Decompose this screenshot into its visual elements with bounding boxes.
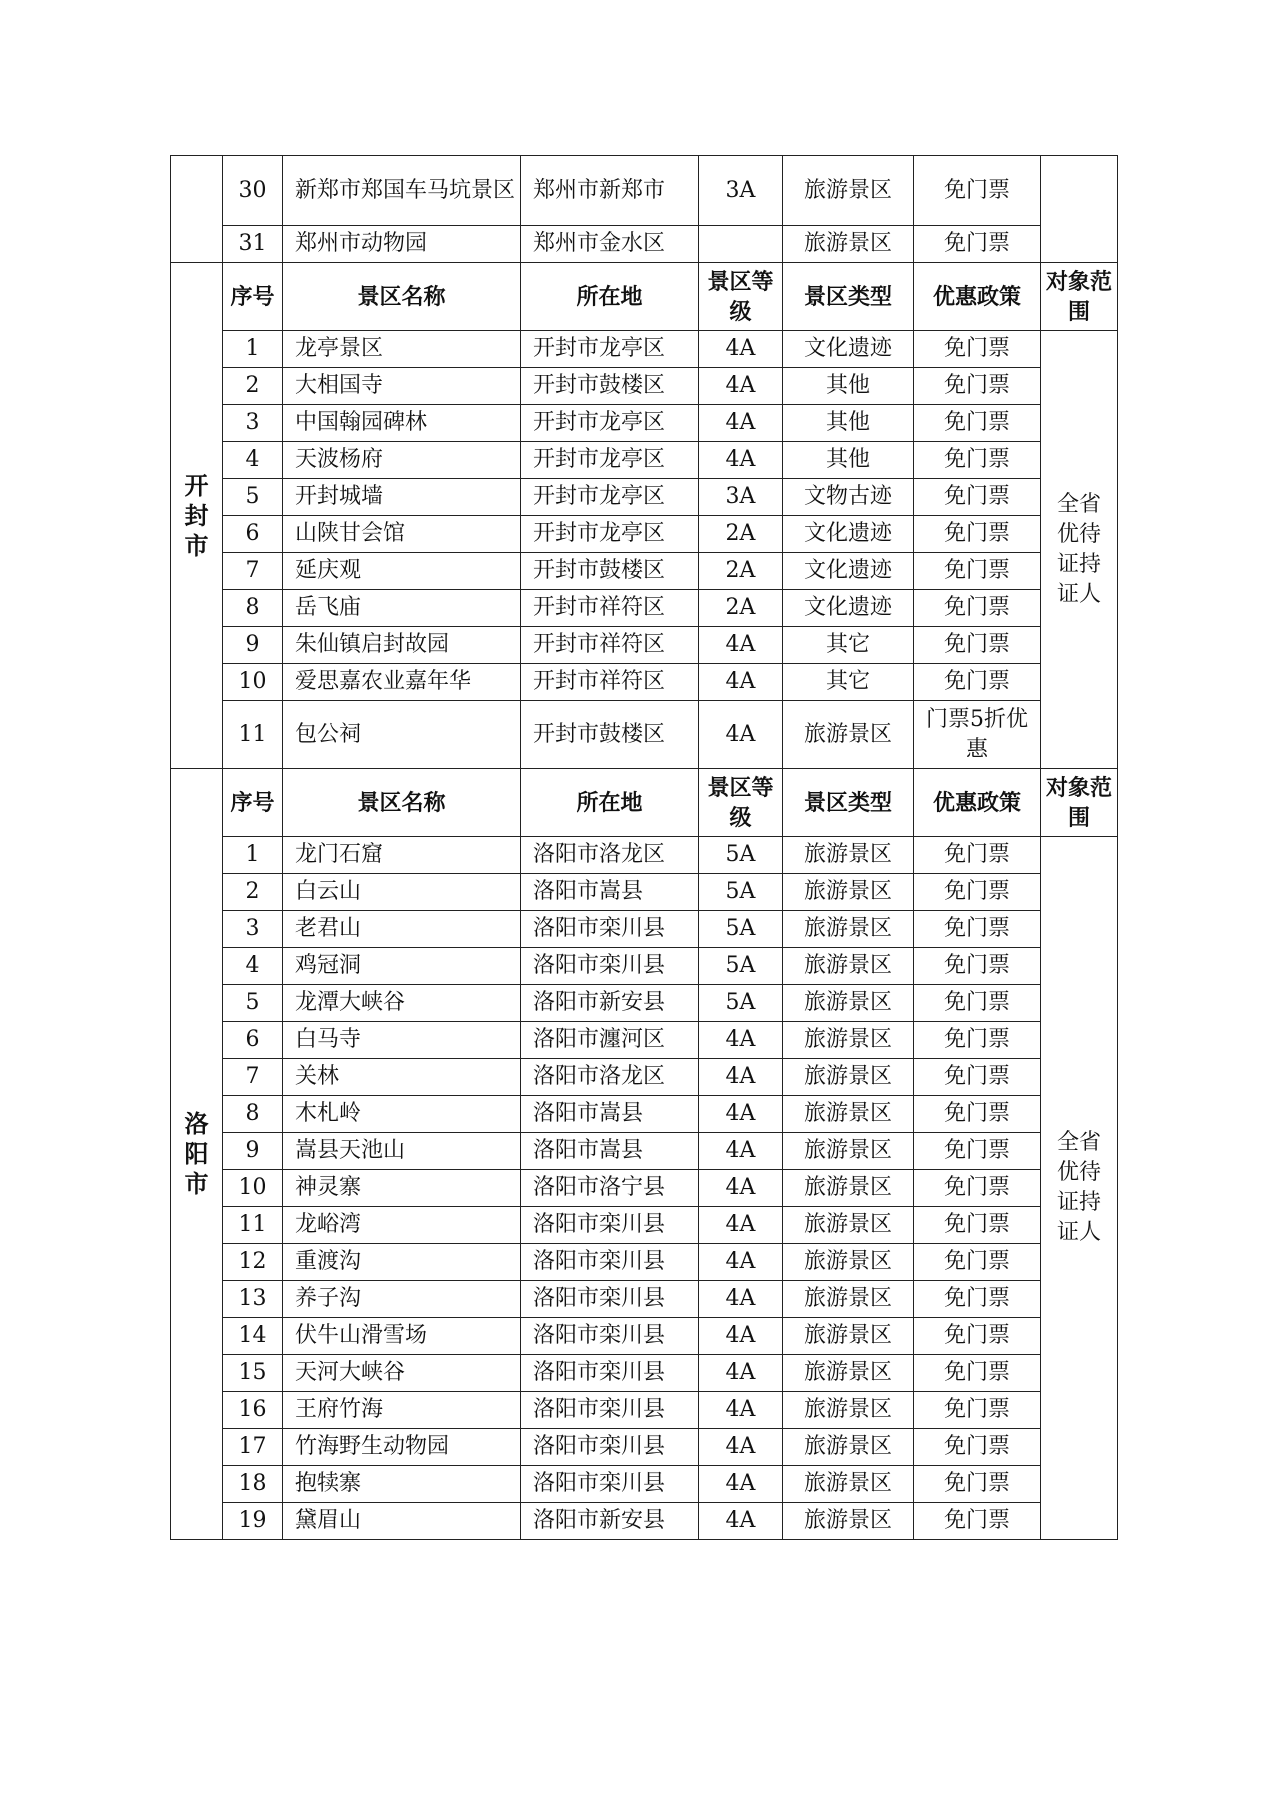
grade-cell bbox=[699, 226, 783, 263]
location-cell: 洛阳市栾川县 bbox=[521, 1392, 699, 1429]
policy-cell: 免门票 bbox=[914, 442, 1041, 479]
scenic-name-cell: 养子沟 bbox=[283, 1281, 521, 1318]
policy-cell: 免门票 bbox=[914, 837, 1041, 874]
type-cell: 旅游景区 bbox=[783, 1133, 914, 1170]
row-number-cell: 11 bbox=[223, 1207, 283, 1244]
row-number-cell: 18 bbox=[223, 1466, 283, 1503]
scenic-name-cell: 黛眉山 bbox=[283, 1503, 521, 1540]
type-cell: 旅游景区 bbox=[783, 226, 914, 263]
location-cell: 洛阳市新安县 bbox=[521, 985, 699, 1022]
row-number-cell: 17 bbox=[223, 1429, 283, 1466]
policy-cell: 免门票 bbox=[914, 1429, 1041, 1466]
column-header-4: 景区类型 bbox=[783, 263, 914, 331]
grade-cell: 4A bbox=[699, 1059, 783, 1096]
type-cell: 旅游景区 bbox=[783, 1503, 914, 1540]
table-row bbox=[171, 331, 1118, 368]
luoyang-header-row bbox=[171, 769, 1118, 837]
type-cell: 旅游景区 bbox=[783, 1059, 914, 1096]
scenic-name-cell: 嵩县天池山 bbox=[283, 1133, 521, 1170]
scenic-name-cell: 天波杨府 bbox=[283, 442, 521, 479]
table-row bbox=[171, 553, 1118, 590]
row-number-cell: 10 bbox=[223, 664, 283, 701]
policy-cell: 免门票 bbox=[914, 1355, 1041, 1392]
location-cell: 开封市祥符区 bbox=[521, 590, 699, 627]
column-header-0: 序号 bbox=[223, 769, 283, 837]
type-cell: 其他 bbox=[783, 442, 914, 479]
table-row bbox=[171, 1466, 1118, 1503]
table-row bbox=[171, 948, 1118, 985]
grade-cell: 4A bbox=[699, 442, 783, 479]
table-row bbox=[171, 664, 1118, 701]
grade-cell: 5A bbox=[699, 874, 783, 911]
column-header-5: 优惠政策 bbox=[914, 769, 1041, 837]
row-number-cell: 12 bbox=[223, 1244, 283, 1281]
location-cell: 洛阳市嵩县 bbox=[521, 1096, 699, 1133]
location-cell: 开封市鼓楼区 bbox=[521, 368, 699, 405]
grade-cell: 2A bbox=[699, 516, 783, 553]
location-cell: 洛阳市栾川县 bbox=[521, 1429, 699, 1466]
scenic-name-cell: 龙亭景区 bbox=[283, 331, 521, 368]
scenic-name-cell: 新郑市郑国车马坑景区 bbox=[283, 156, 521, 226]
luoyang-city-cell bbox=[171, 769, 223, 1540]
table-row bbox=[171, 226, 1118, 263]
type-cell: 文化遗迹 bbox=[783, 516, 914, 553]
type-cell: 旅游景区 bbox=[783, 1207, 914, 1244]
kaifeng-scope-cell bbox=[1041, 331, 1118, 769]
column-header-3: 景区等级 bbox=[699, 263, 783, 331]
row-number-cell: 9 bbox=[223, 1133, 283, 1170]
location-cell: 洛阳市栾川县 bbox=[521, 948, 699, 985]
grade-cell: 4A bbox=[699, 1392, 783, 1429]
row-number-cell: 30 bbox=[223, 156, 283, 226]
row-number-cell: 6 bbox=[223, 516, 283, 553]
grade-cell: 4A bbox=[699, 1429, 783, 1466]
policy-cell: 免门票 bbox=[914, 1281, 1041, 1318]
type-cell: 旅游景区 bbox=[783, 156, 914, 226]
table-row bbox=[171, 1096, 1118, 1133]
policy-cell: 免门票 bbox=[914, 405, 1041, 442]
policy-cell: 免门票 bbox=[914, 1059, 1041, 1096]
grade-cell: 4A bbox=[699, 1022, 783, 1059]
policy-cell: 免门票 bbox=[914, 1207, 1041, 1244]
row-number-cell: 16 bbox=[223, 1392, 283, 1429]
policy-cell: 免门票 bbox=[914, 516, 1041, 553]
grade-cell: 5A bbox=[699, 911, 783, 948]
column-header-0: 序号 bbox=[223, 263, 283, 331]
table-row bbox=[171, 1207, 1118, 1244]
table-row bbox=[171, 516, 1118, 553]
location-cell: 洛阳市栾川县 bbox=[521, 1281, 699, 1318]
row-number-cell: 7 bbox=[223, 1059, 283, 1096]
table-row bbox=[171, 1244, 1118, 1281]
row-number-cell: 3 bbox=[223, 911, 283, 948]
location-cell: 开封市鼓楼区 bbox=[521, 553, 699, 590]
table-row bbox=[171, 1281, 1118, 1318]
grade-cell: 4A bbox=[699, 1207, 783, 1244]
location-cell: 开封市龙亭区 bbox=[521, 405, 699, 442]
table-row bbox=[171, 701, 1118, 769]
table-row bbox=[171, 1133, 1118, 1170]
scenic-name-cell: 郑州市动物园 bbox=[283, 226, 521, 263]
table-row bbox=[171, 837, 1118, 874]
location-cell: 开封市龙亭区 bbox=[521, 331, 699, 368]
policy-cell: 免门票 bbox=[914, 1244, 1041, 1281]
scenic-name-cell: 龙潭大峡谷 bbox=[283, 985, 521, 1022]
policy-cell: 免门票 bbox=[914, 1133, 1041, 1170]
row-number-cell: 4 bbox=[223, 442, 283, 479]
grade-cell: 4A bbox=[699, 368, 783, 405]
type-cell: 旅游景区 bbox=[783, 948, 914, 985]
row-number-cell: 6 bbox=[223, 1022, 283, 1059]
grade-cell: 4A bbox=[699, 331, 783, 368]
policy-cell: 免门票 bbox=[914, 1170, 1041, 1207]
grade-cell: 5A bbox=[699, 948, 783, 985]
row-number-cell: 5 bbox=[223, 985, 283, 1022]
location-cell: 洛阳市洛龙区 bbox=[521, 1059, 699, 1096]
type-cell: 文化遗迹 bbox=[783, 331, 914, 368]
column-header-2: 所在地 bbox=[521, 769, 699, 837]
scenic-name-cell: 白马寺 bbox=[283, 1022, 521, 1059]
column-header-6: 对象范围 bbox=[1041, 263, 1118, 331]
table-row bbox=[171, 985, 1118, 1022]
scenic-name-cell: 龙门石窟 bbox=[283, 837, 521, 874]
row-number-cell: 2 bbox=[223, 874, 283, 911]
table-row bbox=[171, 1059, 1118, 1096]
row-number-cell: 4 bbox=[223, 948, 283, 985]
type-cell: 其它 bbox=[783, 627, 914, 664]
location-cell: 郑州市新郑市 bbox=[521, 156, 699, 226]
scenic-name-cell: 山陕甘会馆 bbox=[283, 516, 521, 553]
table-row bbox=[171, 874, 1118, 911]
policy-cell: 免门票 bbox=[914, 1466, 1041, 1503]
type-cell: 其它 bbox=[783, 664, 914, 701]
grade-cell: 4A bbox=[699, 627, 783, 664]
location-cell: 开封市龙亭区 bbox=[521, 479, 699, 516]
type-cell: 旅游景区 bbox=[783, 985, 914, 1022]
table-row bbox=[171, 911, 1118, 948]
location-cell: 开封市鼓楼区 bbox=[521, 701, 699, 769]
grade-cell: 2A bbox=[699, 553, 783, 590]
grade-cell: 4A bbox=[699, 1170, 783, 1207]
type-cell: 文化遗迹 bbox=[783, 553, 914, 590]
type-cell: 旅游景区 bbox=[783, 1244, 914, 1281]
grade-cell: 4A bbox=[699, 1355, 783, 1392]
type-cell: 文物古迹 bbox=[783, 479, 914, 516]
row-number-cell: 19 bbox=[223, 1503, 283, 1540]
row-number-cell: 7 bbox=[223, 553, 283, 590]
location-cell: 洛阳市栾川县 bbox=[521, 1466, 699, 1503]
row-number-cell: 15 bbox=[223, 1355, 283, 1392]
city-name: 洛阳市 bbox=[184, 1109, 209, 1198]
row-number-cell: 5 bbox=[223, 479, 283, 516]
table-row bbox=[171, 1429, 1118, 1466]
row-number-cell: 14 bbox=[223, 1318, 283, 1355]
scope-text: 全省优待证持证人 bbox=[1056, 1130, 1101, 1245]
policy-cell: 免门票 bbox=[914, 1022, 1041, 1059]
type-cell: 其他 bbox=[783, 405, 914, 442]
scope-cell-continued bbox=[1041, 156, 1118, 263]
location-cell: 洛阳市栾川县 bbox=[521, 1318, 699, 1355]
table-row bbox=[171, 1355, 1118, 1392]
policy-cell: 免门票 bbox=[914, 627, 1041, 664]
scenic-name-cell: 开封城墙 bbox=[283, 479, 521, 516]
grade-cell: 5A bbox=[699, 837, 783, 874]
scenic-name-cell: 爱思嘉农业嘉年华 bbox=[283, 664, 521, 701]
scenic-name-cell: 中国翰园碑林 bbox=[283, 405, 521, 442]
scenic-name-cell: 神灵寨 bbox=[283, 1170, 521, 1207]
policy-cell: 免门票 bbox=[914, 590, 1041, 627]
location-cell: 洛阳市嵩县 bbox=[521, 1133, 699, 1170]
grade-cell: 4A bbox=[699, 664, 783, 701]
grade-cell: 4A bbox=[699, 701, 783, 769]
type-cell: 文化遗迹 bbox=[783, 590, 914, 627]
location-cell: 洛阳市洛宁县 bbox=[521, 1170, 699, 1207]
policy-cell: 免门票 bbox=[914, 1392, 1041, 1429]
policy-cell: 免门票 bbox=[914, 479, 1041, 516]
grade-cell: 4A bbox=[699, 405, 783, 442]
scenic-name-cell: 抱犊寨 bbox=[283, 1466, 521, 1503]
policy-cell: 免门票 bbox=[914, 226, 1041, 263]
location-cell: 洛阳市洛龙区 bbox=[521, 837, 699, 874]
scenic-name-cell: 王府竹海 bbox=[283, 1392, 521, 1429]
row-number-cell: 8 bbox=[223, 590, 283, 627]
policy-cell: 免门票 bbox=[914, 911, 1041, 948]
location-cell: 洛阳市栾川县 bbox=[521, 1355, 699, 1392]
table-row bbox=[171, 1022, 1118, 1059]
column-header-5: 优惠政策 bbox=[914, 263, 1041, 331]
scenic-name-cell: 重渡沟 bbox=[283, 1244, 521, 1281]
policy-cell: 免门票 bbox=[914, 368, 1041, 405]
row-number-cell: 1 bbox=[223, 331, 283, 368]
row-number-cell: 10 bbox=[223, 1170, 283, 1207]
location-cell: 开封市祥符区 bbox=[521, 627, 699, 664]
table-row bbox=[171, 405, 1118, 442]
scenic-name-cell: 鸡冠洞 bbox=[283, 948, 521, 985]
type-cell: 旅游景区 bbox=[783, 1170, 914, 1207]
location-cell: 开封市龙亭区 bbox=[521, 516, 699, 553]
row-number-cell: 3 bbox=[223, 405, 283, 442]
type-cell: 旅游景区 bbox=[783, 1318, 914, 1355]
table-row bbox=[171, 590, 1118, 627]
policy-cell: 免门票 bbox=[914, 874, 1041, 911]
location-cell: 开封市祥符区 bbox=[521, 664, 699, 701]
type-cell: 旅游景区 bbox=[783, 874, 914, 911]
column-header-3: 景区等级 bbox=[699, 769, 783, 837]
policy-cell: 免门票 bbox=[914, 1096, 1041, 1133]
policy-cell: 免门票 bbox=[914, 985, 1041, 1022]
scenic-name-cell: 关林 bbox=[283, 1059, 521, 1096]
column-header-6: 对象范围 bbox=[1041, 769, 1118, 837]
type-cell: 旅游景区 bbox=[783, 837, 914, 874]
row-number-cell: 1 bbox=[223, 837, 283, 874]
policy-cell: 门票5折优惠 bbox=[914, 701, 1041, 769]
location-cell: 开封市龙亭区 bbox=[521, 442, 699, 479]
policy-cell: 免门票 bbox=[914, 1318, 1041, 1355]
city-cell-continued bbox=[171, 156, 223, 263]
grade-cell: 4A bbox=[699, 1466, 783, 1503]
scenic-name-cell: 包公祠 bbox=[283, 701, 521, 769]
type-cell: 其他 bbox=[783, 368, 914, 405]
policy-cell: 免门票 bbox=[914, 664, 1041, 701]
location-cell: 郑州市金水区 bbox=[521, 226, 699, 263]
grade-cell: 4A bbox=[699, 1281, 783, 1318]
column-header-1: 景区名称 bbox=[283, 769, 521, 837]
type-cell: 旅游景区 bbox=[783, 1096, 914, 1133]
location-cell: 洛阳市栾川县 bbox=[521, 1207, 699, 1244]
location-cell: 洛阳市嵩县 bbox=[521, 874, 699, 911]
type-cell: 旅游景区 bbox=[783, 911, 914, 948]
type-cell: 旅游景区 bbox=[783, 1022, 914, 1059]
column-header-4: 景区类型 bbox=[783, 769, 914, 837]
scenic-name-cell: 白云山 bbox=[283, 874, 521, 911]
table-row bbox=[171, 1503, 1118, 1540]
row-number-cell: 8 bbox=[223, 1096, 283, 1133]
row-number-cell: 31 bbox=[223, 226, 283, 263]
kaifeng-city-cell bbox=[171, 263, 223, 769]
scenic-name-cell: 朱仙镇启封故园 bbox=[283, 627, 521, 664]
grade-cell: 4A bbox=[699, 1244, 783, 1281]
scenic-name-cell: 岳飞庙 bbox=[283, 590, 521, 627]
grade-cell: 3A bbox=[699, 479, 783, 516]
policy-cell: 免门票 bbox=[914, 156, 1041, 226]
kaifeng-header-row bbox=[171, 263, 1118, 331]
scenic-name-cell: 大相国寺 bbox=[283, 368, 521, 405]
type-cell: 旅游景区 bbox=[783, 1392, 914, 1429]
location-cell: 洛阳市栾川县 bbox=[521, 1244, 699, 1281]
table-row bbox=[171, 1170, 1118, 1207]
location-cell: 洛阳市新安县 bbox=[521, 1503, 699, 1540]
policy-cell: 免门票 bbox=[914, 1503, 1041, 1540]
table-row bbox=[171, 368, 1118, 405]
city-name: 开封市 bbox=[184, 470, 209, 560]
row-number-cell: 2 bbox=[223, 368, 283, 405]
location-cell: 洛阳市栾川县 bbox=[521, 911, 699, 948]
table-row bbox=[171, 627, 1118, 664]
table-row bbox=[171, 156, 1118, 226]
table-row bbox=[171, 1392, 1118, 1429]
row-number-cell: 9 bbox=[223, 627, 283, 664]
table-row bbox=[171, 479, 1118, 516]
scenic-name-cell: 竹海野生动物园 bbox=[283, 1429, 521, 1466]
policy-cell: 免门票 bbox=[914, 553, 1041, 590]
grade-cell: 2A bbox=[699, 590, 783, 627]
scenic-name-cell: 天河大峡谷 bbox=[283, 1355, 521, 1392]
luoyang-scope-cell bbox=[1041, 837, 1118, 1540]
scenic-name-cell: 老君山 bbox=[283, 911, 521, 948]
scenic-name-cell: 延庆观 bbox=[283, 553, 521, 590]
policy-cell: 免门票 bbox=[914, 331, 1041, 368]
policy-cell: 免门票 bbox=[914, 948, 1041, 985]
grade-cell: 4A bbox=[699, 1318, 783, 1355]
type-cell: 旅游景区 bbox=[783, 1355, 914, 1392]
grade-cell: 3A bbox=[699, 156, 783, 226]
column-header-1: 景区名称 bbox=[283, 263, 521, 331]
location-cell: 洛阳市瀍河区 bbox=[521, 1022, 699, 1059]
scope-text: 全省优待证持证人 bbox=[1056, 491, 1101, 607]
grade-cell: 4A bbox=[699, 1503, 783, 1540]
type-cell: 旅游景区 bbox=[783, 1281, 914, 1318]
row-number-cell: 11 bbox=[223, 701, 283, 769]
grade-cell: 5A bbox=[699, 985, 783, 1022]
column-header-2: 所在地 bbox=[521, 263, 699, 331]
type-cell: 旅游景区 bbox=[783, 701, 914, 769]
row-number-cell: 13 bbox=[223, 1281, 283, 1318]
grade-cell: 4A bbox=[699, 1133, 783, 1170]
type-cell: 旅游景区 bbox=[783, 1429, 914, 1466]
scenic-spots-table bbox=[170, 155, 1118, 1540]
table-row bbox=[171, 442, 1118, 479]
scenic-name-cell: 伏牛山滑雪场 bbox=[283, 1318, 521, 1355]
scenic-name-cell: 龙峪湾 bbox=[283, 1207, 521, 1244]
scenic-name-cell: 木札岭 bbox=[283, 1096, 521, 1133]
type-cell: 旅游景区 bbox=[783, 1466, 914, 1503]
table-row bbox=[171, 1318, 1118, 1355]
grade-cell: 4A bbox=[699, 1096, 783, 1133]
